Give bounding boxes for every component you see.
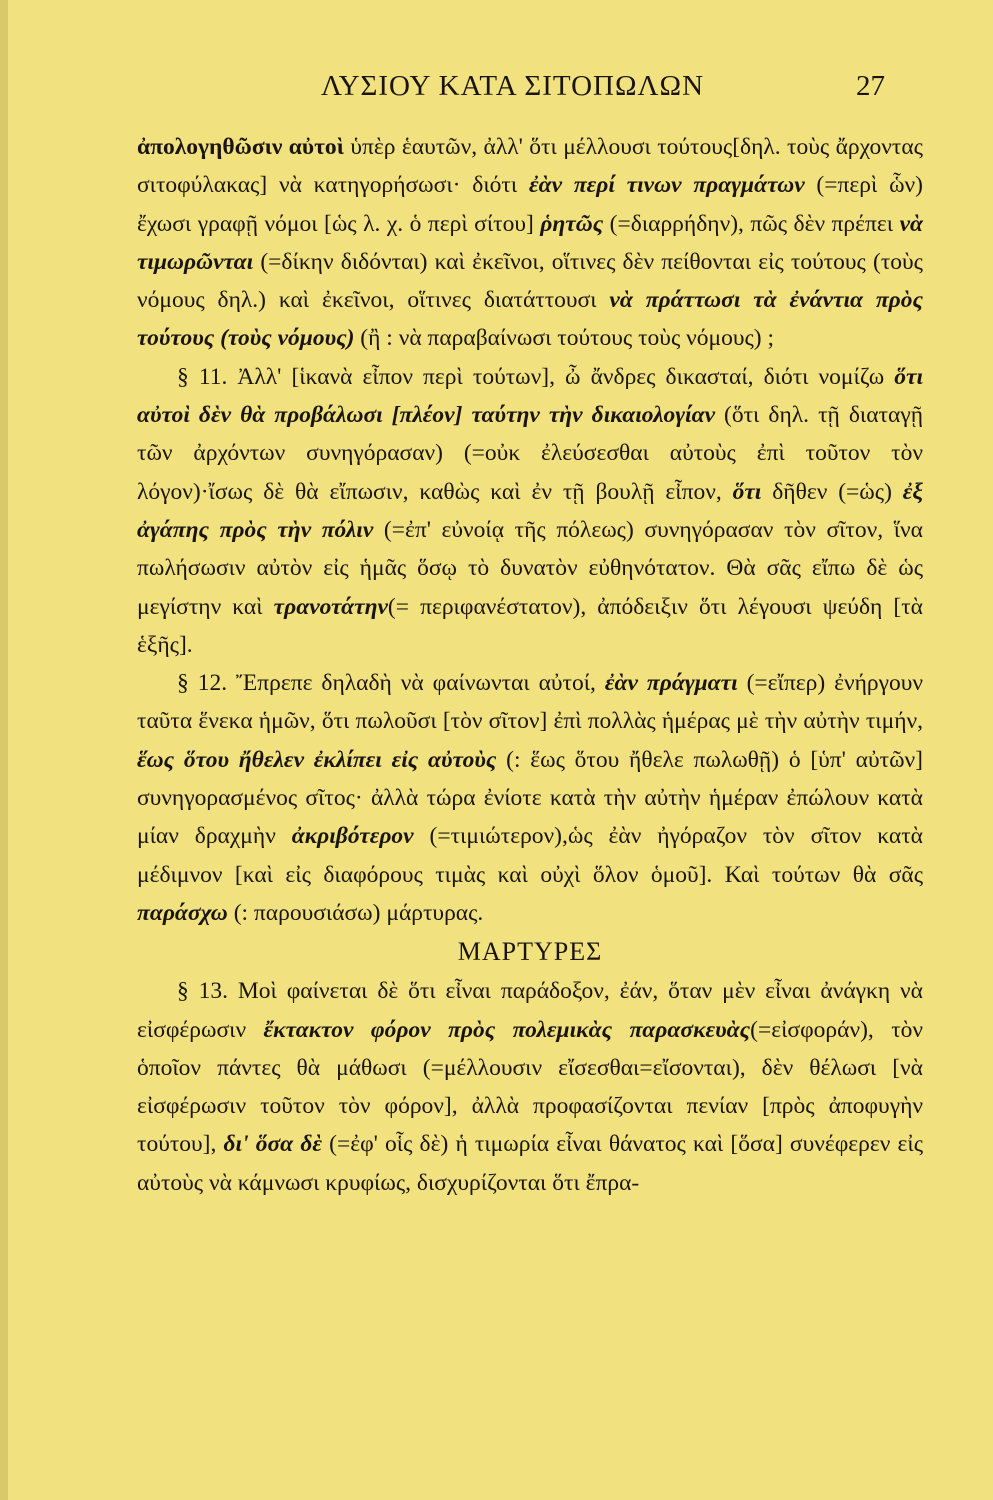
- running-title: ΛΥΣΙΟΥ ΚΑΤΑ ΣΙΤΟΠΩΛΩΝ: [320, 70, 705, 102]
- page-edge: [0, 0, 8, 1500]
- text-run: (=τιμιώτερον),ὡς ἐὰν ἠγόραζον τὸν σῖτον κατὰ μέδιμνον [καὶ εἰς διαφόρους τιμὰς καὶ οὐχὶ ὅλον ὁμοῦ]. Καὶ τούτων θὰ σᾶς: [137, 823, 923, 888]
- text-run: (=περὶ ὧν) ἔχωσι γραφῇ νόμοι [ὡς λ. χ. ὁ περὶ σίτου]: [137, 172, 924, 237]
- paragraph-continuation: [137, 128, 923, 358]
- emphasis-run: ὅτι αὐτοὶ δὲν θὰ προβάλωσι [πλέον] ταύτην τὴν δικαιολογίαν: [137, 363, 923, 429]
- emphasis-run: ἐὰν περί τινων πραγμάτων: [528, 172, 805, 199]
- emphasis-run: ῥητῶς: [540, 210, 604, 237]
- paragraph-section-13: [137, 972, 923, 1202]
- text-run: (=εἴπερ) ἐνήργουν ταῦτα ἕνεκα ἡμῶν, ὅτι πωλοῦσι [τὸν σῖτον] ἐπὶ πολλὰς ἡμέρας μὲ τὴν αὐτὴν τιμήν,: [137, 670, 924, 735]
- emphasis-run: παράσχω: [137, 899, 228, 926]
- text-run: (=εἰσφοράν), τὸν ὁποῖον πάντες θὰ μάθωσι (=μέλλουσιν εἴσεσθαι=εἴσονται), δὲν θέλωσι [νὰ εἰσφέρωσιν τοῦτον τὸν φόρον], ἀλλὰ προφασίζονται πενίαν [πρὸς ἀποφυγὴν τούτου],: [137, 1016, 924, 1158]
- text-run: ὑπὲρ ἑαυτῶν, ἀλλ' ὅτι μέλλουσι τούτους[δηλ. τοὺς ἄρχοντας σιτοφύλακας] νὰ κατηγορήσωσι· διότι: [137, 134, 923, 199]
- body-text: [137, 128, 923, 1202]
- text-run: (=διαρρήδην), πῶς δὲν πρέπει: [603, 210, 900, 237]
- text-run: (: ἕως ὅτου ἤθελε πωλωθῇ) ὁ [ὑπ' αὐτῶν] συνηγορασμένος σῖτος· ἀλλὰ τώρα ἐνίοτε κατὰ τὴν αὐτὴν ἡμέραν ἐπώλουν κατὰ μίαν δραχμὴν: [137, 746, 923, 850]
- page-number: 27: [856, 70, 885, 102]
- emphasis-run: ἐὰν πράγματι: [604, 670, 738, 697]
- paragraph-section-11: [137, 358, 923, 664]
- text-run: (: παρουσιάσω) μάρτυρας.: [227, 899, 484, 926]
- section-heading: ΜΑΡΤΥΡΕΣ: [457, 937, 603, 967]
- emphasis-run: ἔκτακτον φόρον πρὸς πολεμικὰς παρασκευὰς: [263, 1016, 751, 1043]
- text-run: (=ἐπ' εὐνοίᾳ τῆς πόλεως) συνηγόρασαν τὸν σῖτον, ἵνα πωλήσωσιν αὐτὸν εἰς ἡμᾶς ὅσῳ τὸ δυνατὸν εὐθηνότατον. Θὰ σᾶς εἴπω δὲ ὡς μεγίστην καὶ: [137, 516, 923, 620]
- page-header: [140, 70, 885, 110]
- paragraph-section-12: [137, 664, 923, 932]
- emphasis-run: ἀκριβότερον: [291, 823, 414, 850]
- text-run: § 13. Μοὶ φαίνεται δὲ ὅτι εἶναι παράδοξον, ἐάν, ὅταν μὲν εἶναι ἀνάγκη νὰ εἰσφέρωσιν: [137, 978, 923, 1043]
- text-run: δῆθεν (=ὡς): [761, 478, 903, 505]
- emphasis-run: ἀπολογηθῶσιν αὐτοὶ: [137, 134, 344, 160]
- emphasis-run: ὅτι: [732, 478, 762, 505]
- emphasis-run: ἕως ὅτου ἤθελεν ἐκλίπει εἰς αὐτοὺς: [137, 746, 497, 773]
- emphasis-run: νὰ πράττωσι τὰ ἐνάντια πρὸς τούτους (τοὺς νόμους): [137, 287, 924, 352]
- text-run: § 11. Ἀλλ' [ἱκανὰ εἶπον περὶ τούτων], ὦ ἄνδρες δικασταί, διότι νομίζω: [177, 363, 895, 390]
- emphasis-run: νὰ τιμωρῶνται: [137, 210, 923, 275]
- emphasis-run: τρανοτάτην: [273, 593, 388, 620]
- text-run: (= περιφανέστατον), ἀπόδειξιν ὅτι λέγουσι ψεύδη [τὰ ἑξῆς].: [137, 593, 923, 658]
- text-run: § 12. Ἔπρεπε δηλαδὴ νὰ φαίνωνται αὐτοί,: [177, 670, 605, 697]
- emphasis-run: ἐξ ἀγάπης πρὸς τὴν πόλιν: [137, 478, 923, 543]
- text-run: (=δίκην διδόνται) καὶ ἐκεῖνοι, οἵτινες δὲν πείθονται εἰς τούτους (τοὺς νόμους δηλ.) καὶ ἐκεῖνοι, οἵτινες διατάττουσι: [137, 248, 923, 314]
- emphasis-run: δι' ὅσα δὲ: [223, 1131, 322, 1158]
- text-run: (=ἐφ' οἷς δὲ) ἡ τιμωρία εἶναι θάνατος καὶ [ὅσα] συνέφερεν εἰς αὐτοὺς νὰ κάμνωσι κρυφίως, δισχυρίζονται ὅτι ἔπρα-: [137, 1131, 923, 1196]
- text-run: (ἢ : νὰ παραβαίνωσι τούτους τοὺς νόμους) ;: [354, 325, 775, 352]
- text-run: (ὅτι δηλ. τῇ διαταγῇ τῶν ἀρχόντων συνηγόρασαν) (=οὐκ ἐλεύσεσθαι αὐτοὺς ἐπὶ τοῦτον τὸν λόγον)·ἴσως δὲ θὰ εἴπωσιν, καθὼς καὶ ἐν τῇ βουλῇ εἶπον,: [137, 402, 923, 505]
